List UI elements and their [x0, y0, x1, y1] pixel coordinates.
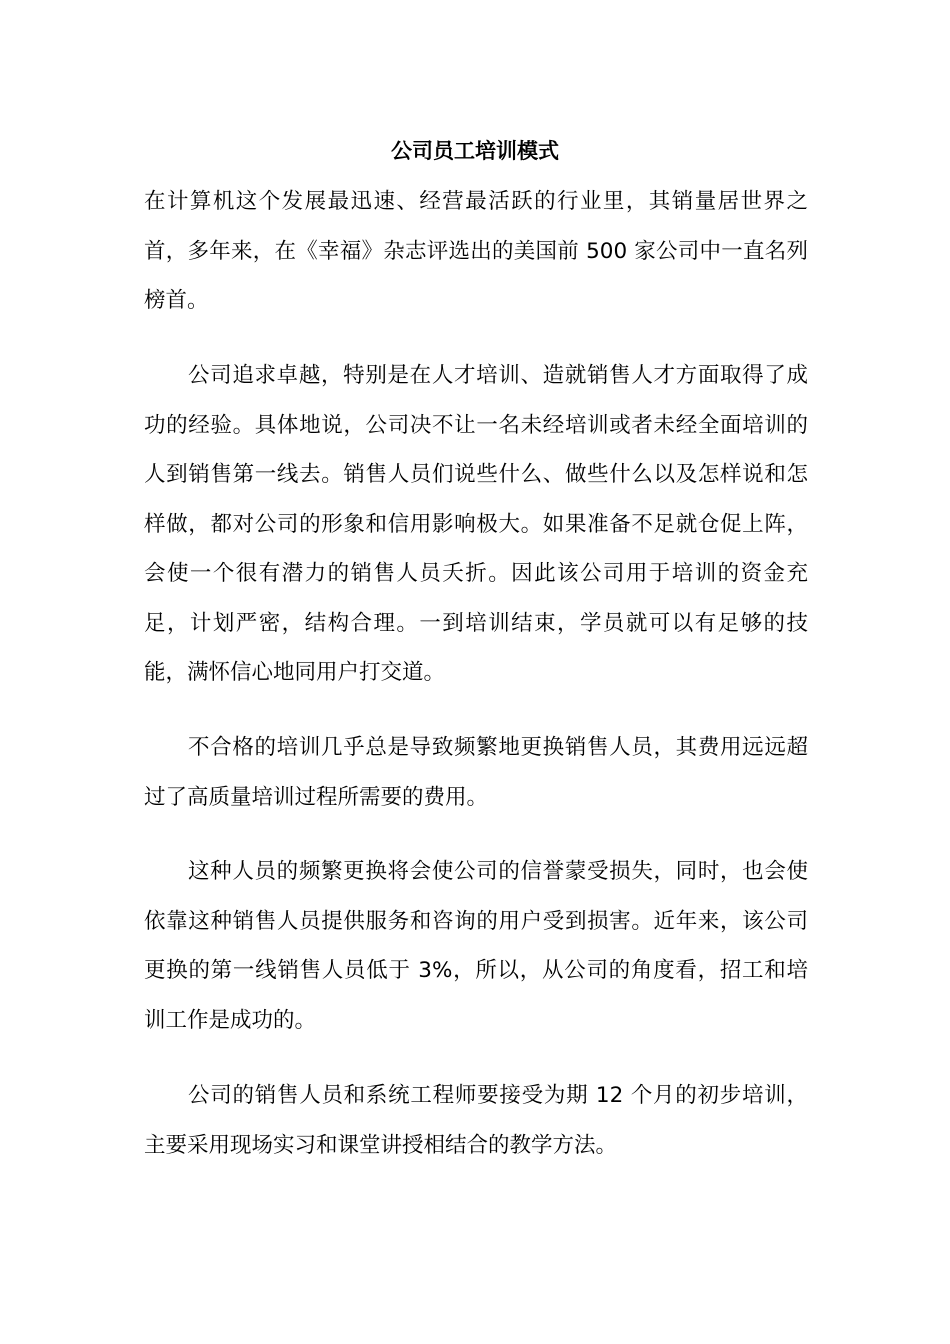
paragraph-pursuit-excellence: 公司追求卓越，特别是在人才培训、造就销售人才方面取得了成功的经验。具体地说，公司决不让一名未经培训或者未经全面培训的人到销售第一线去。销售人员们说些什么、做些什么以及怎样说和怎样做，都对公司的形象和信用影响极大。如果准备不足就仓促上阵，会使一个很有潜力的销售人员夭折。因此该公司用于培训的资金充足，计划严密，结构合理。一到培训结束，学员就可以有足够的技能，满怀信心地同用户打交道。 — [144, 363, 808, 685]
paragraph-initial-training: 公司的销售人员和系统工程师要接受为期 12 个月的初步培训，主要采用现场实习和课堂讲授相结合的教学方法。 — [144, 1083, 808, 1158]
paragraph-unqualified-training: 不合格的培训几乎总是导致频繁地更换销售人员，其费用远远超过了高质量培训过程所需要的费用。 — [144, 735, 808, 810]
paragraph-turnover: 这种人员的频繁更换将会使公司的信誉蒙受损失，同时，也会使依靠这种销售人员提供服务和咨询的用户受到损害。近年来，该公司更换的第一线销售人员低于 3%，所以，从公司的角度看，招工和培训工作是成功的。 — [144, 859, 808, 1033]
paragraph-intro: 在计算机这个发展最迅速、经营最活跃的行业里，其销量居世界之首，多年来，在《幸福》杂志评选出的美国前 500 家公司中一直名列榜首。 — [144, 189, 808, 313]
document-title: 公司员工培训模式 — [391, 139, 559, 163]
